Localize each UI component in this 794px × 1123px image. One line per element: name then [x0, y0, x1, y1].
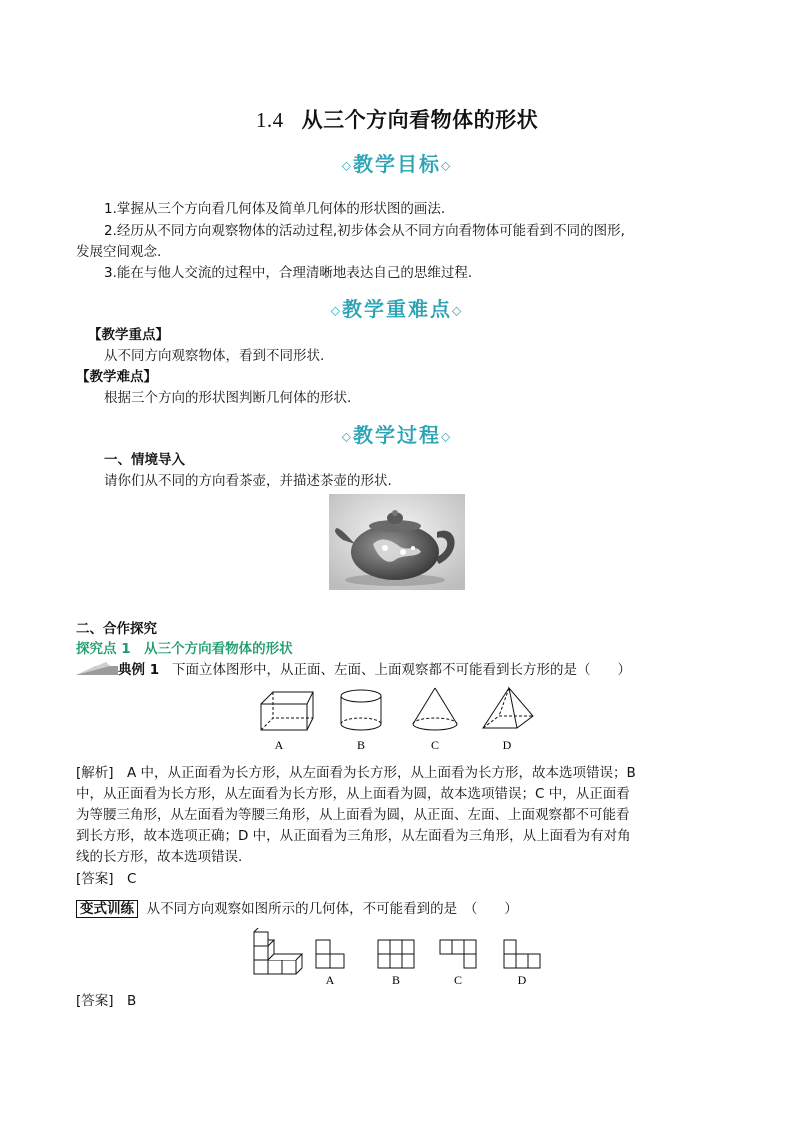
- goal-item-2: 2.经历从不同方向观察物体的活动过程,初步体会从不同方向看物体可能看到不同的图形,: [104, 223, 625, 239]
- intro-text: 请你们从不同的方向看茶壶，并描述茶壶的形状.: [104, 473, 392, 489]
- example-label: 典例 1: [118, 662, 160, 678]
- focus-label: 【教学重点】: [88, 327, 169, 343]
- difficulty-label: 【教学难点】: [76, 369, 157, 385]
- analysis-line-1: [解析] A 中，从正面看为长方形，从左面看为长方形，从上面看为长方形，故本选项错误；B: [76, 765, 636, 781]
- focus-text: 从不同方向观察物体，看到不同形状.: [104, 348, 325, 364]
- shape-label-c: C: [430, 738, 440, 752]
- view-c-shape: [440, 940, 476, 968]
- example-ribbon-icon: [76, 662, 118, 676]
- analysis-line-3: 为等腰三角形，从左面看为等腰三角形，从上面看为圆，从正面、左面、上面观察都不可能看: [76, 807, 630, 823]
- view-label-c: C: [453, 973, 463, 987]
- shape-label-b: B: [356, 738, 366, 752]
- cone-shape: [413, 688, 457, 730]
- pyramid-shape: [483, 688, 533, 728]
- variant-label: 变式训练: [76, 900, 138, 918]
- section-heading-process: ◇教学过程◇: [341, 423, 453, 447]
- view-label-a: A: [325, 973, 335, 987]
- analysis-line-2: 中，从正面看为长方形，从左面看为长方形，从上面看为圆，故本选项错误；C 中，从正面看: [76, 786, 630, 802]
- example-1: [118, 661, 631, 680]
- goal-item-1: 1.掌握从三个方向看几何体及简单几何体的形状图的画法.: [104, 201, 446, 217]
- goal-item-3: 3.能在与他人交流的过程中，合理清晰地表达自己的思维过程.: [104, 265, 473, 281]
- explore-point: 探究点 1 从三个方向看物体的形状: [76, 641, 293, 657]
- difficulty-text: 根据三个方向的形状图判断几何体的形状.: [104, 390, 352, 406]
- title-text: 从三个方向看物体的形状: [301, 107, 539, 132]
- goal-item-2-cont: 发展空间观念.: [76, 244, 162, 260]
- variant-text: 从不同方向观察如图所示的几何体，不可能看到的是 （ ）: [146, 901, 518, 917]
- page-title: [0, 104, 794, 134]
- shape-label-a: A: [274, 738, 284, 752]
- shape-label-d: D: [502, 738, 512, 752]
- title-number: 1.4: [255, 108, 284, 132]
- explore-heading: 二、合作探究: [76, 621, 157, 637]
- variant-training: [76, 900, 518, 919]
- teapot-image: [329, 494, 465, 590]
- section-heading-goals: ◇教学目标◇: [341, 152, 453, 176]
- answer-2: [答案] B: [76, 993, 137, 1009]
- view-d-shape: [504, 940, 540, 968]
- view-label-b: B: [391, 973, 401, 987]
- intro-heading: 一、情境导入: [104, 452, 185, 468]
- view-label-d: D: [517, 973, 527, 987]
- section-goals-label: 教学目标: [353, 152, 441, 176]
- section-heading-keypoints: ◇教学重难点◇: [330, 297, 464, 321]
- variant-views-figure: [248, 928, 548, 990]
- analysis-line-5: 线的长方形，故本选项错误.: [76, 849, 243, 865]
- cube-stack-shape: [254, 928, 302, 974]
- answer-1: [答案] C: [76, 871, 137, 887]
- example-shapes-figure: [255, 686, 545, 754]
- analysis-line-4: 到长方形，故本选项正确；D 中，从正面看为三角形，从左面看为三角形，从上面看为有对角: [76, 828, 631, 844]
- view-b-shape: [378, 940, 414, 968]
- example-text: 下面立体图形中，从正面、左面、上面观察都不可能看到长方形的是（ ）: [171, 662, 631, 678]
- cuboid-shape: [261, 692, 313, 730]
- section-keypoints-label: 教学重难点: [342, 297, 452, 321]
- view-a-shape: [316, 940, 344, 968]
- section-process-label: 教学过程: [353, 423, 441, 447]
- cylinder-shape: [341, 690, 381, 730]
